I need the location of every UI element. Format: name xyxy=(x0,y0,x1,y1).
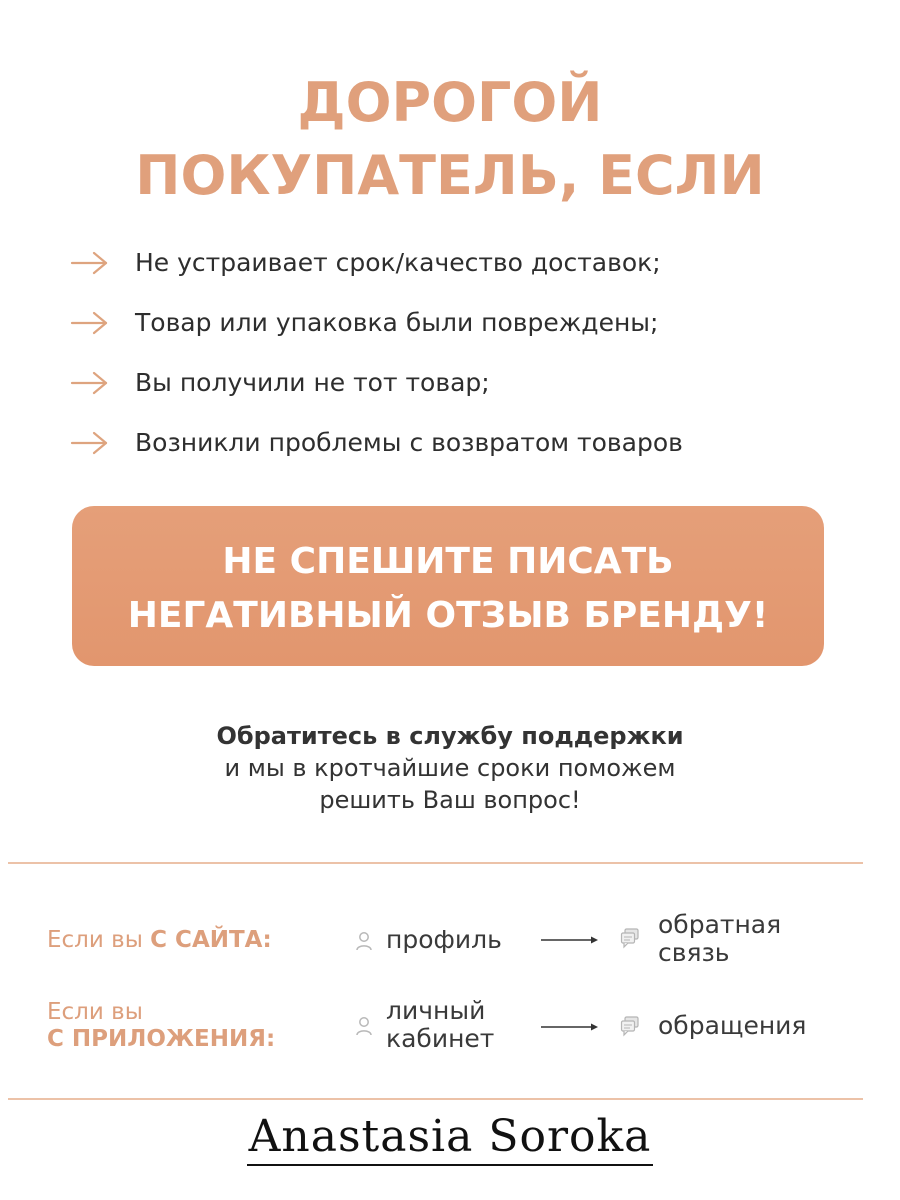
support-heading: Обратитесь в службу поддержки xyxy=(216,722,684,750)
divider-top xyxy=(8,862,863,864)
site-label-prefix: Если вы xyxy=(47,927,151,953)
long-arrow-icon xyxy=(541,1020,599,1034)
site-step-feedback-line-2: связь xyxy=(658,938,730,967)
user-icon xyxy=(354,930,374,952)
arrow-right-icon xyxy=(70,248,110,278)
list-item-text: Не устраивает срок/качество доставок; xyxy=(135,248,661,277)
brand-signature xyxy=(0,1112,900,1162)
list-item-text: Возникли проблемы с возвратом товаров xyxy=(135,428,683,457)
banner-line-1: НЕ СПЕШИТЕ ПИСАТЬ xyxy=(222,541,674,582)
site-step-feedback-line-1: обратная xyxy=(658,910,782,939)
list-item xyxy=(70,300,870,350)
headline-line-2: ПОКУПАТЕЛЬ, ЕСЛИ xyxy=(135,144,765,207)
list-item xyxy=(70,240,870,290)
user-icon xyxy=(354,1015,374,1037)
list-item xyxy=(70,360,870,410)
site-label xyxy=(47,926,272,954)
list-item-text: Товар или упаковка были повреждены; xyxy=(135,308,659,337)
list-item-text: Вы получили не тот товар; xyxy=(135,368,490,397)
app-step-cabinet-line-2: кабинет xyxy=(386,1024,495,1053)
banner-line-2: НЕГАТИВНЫЙ ОТЗЫВ БРЕНДУ! xyxy=(127,595,769,636)
arrow-right-icon xyxy=(70,428,110,458)
app-step-requests: обращения xyxy=(658,1011,807,1040)
support-text-line-2: и мы в кротчайшие сроки поможем xyxy=(224,754,676,782)
arrow-right-icon xyxy=(70,308,110,338)
app-label-line-1: Если вы xyxy=(47,999,143,1025)
site-step-profile: профиль xyxy=(386,925,502,954)
list-item xyxy=(70,420,870,470)
signature-text: Anastasia Soroka xyxy=(247,1111,654,1166)
app-label-line-2: С ПРИЛОЖЕНИЯ: xyxy=(47,1026,276,1052)
chat-icon xyxy=(620,1015,640,1037)
site-label-bold: С САЙТА: xyxy=(150,927,272,953)
headline-line-1: ДОРОГОЙ xyxy=(297,71,603,134)
app-step-cabinet-line-1: личный xyxy=(386,996,486,1025)
arrow-right-icon xyxy=(70,368,110,398)
divider-bottom xyxy=(8,1098,863,1100)
warning-banner xyxy=(72,506,824,666)
chat-icon xyxy=(620,927,640,949)
long-arrow-icon xyxy=(541,933,599,947)
support-text-line-3: решить Ваш вопрос! xyxy=(319,786,581,814)
